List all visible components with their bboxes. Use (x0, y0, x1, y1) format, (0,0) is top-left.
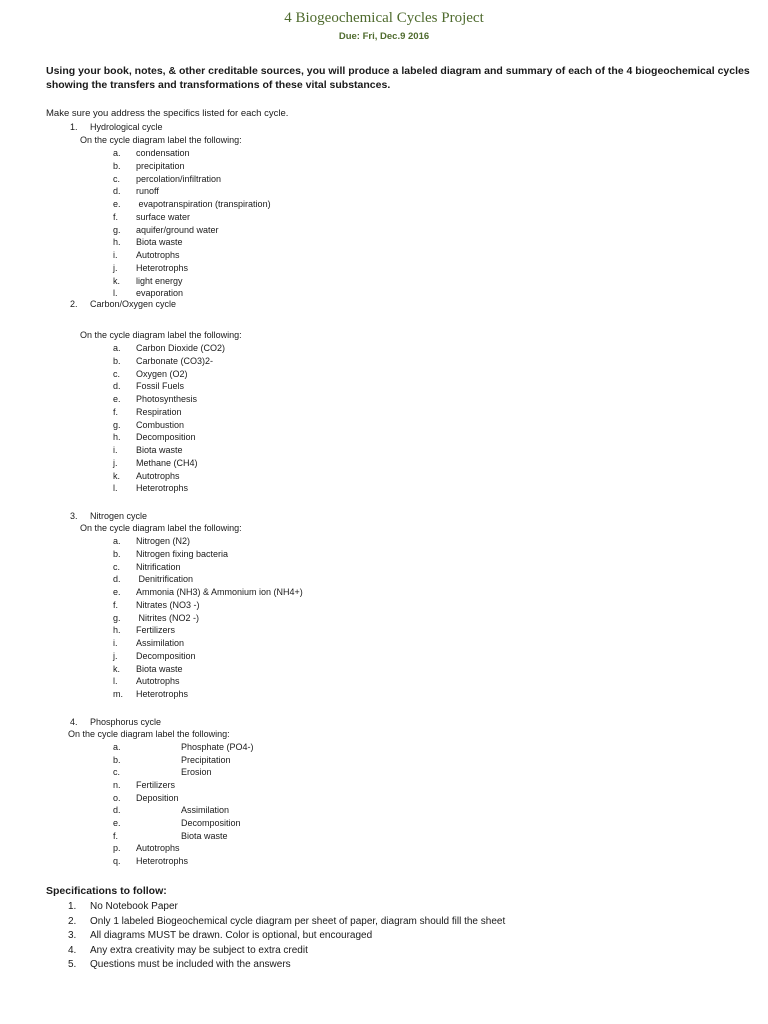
list-item-text: Ammonia (NH3) & Ammonium ion (NH4+) (136, 587, 303, 597)
list-item-text: Assimilation (136, 638, 185, 648)
list-item-text: Autotrophs (136, 676, 180, 687)
section-subheading: On the cycle diagram label the following: (80, 135, 242, 145)
list-item-letter: b. (113, 754, 121, 765)
list-item-letter: f. (113, 406, 119, 417)
list-item-text: Fertilizers (136, 779, 176, 790)
list-item-letter: j. (113, 262, 118, 273)
list-item-letter: f. (113, 599, 119, 610)
spec-text: No Notebook Paper (90, 901, 178, 912)
list-item-letter: l. (113, 483, 118, 494)
list-item-letter: i. (113, 638, 118, 648)
section-title: Carbon/Oxygen cycle (90, 299, 177, 309)
section-title: Phosphorus cycle (90, 717, 162, 727)
list-item-text: evapotranspiration (transpiration) (136, 199, 271, 209)
list-item-text: percolation/infiltration (136, 173, 222, 184)
list-item-letter: o. (113, 792, 121, 803)
page-title: 4 Biogeochemical Cycles Project (284, 10, 484, 26)
spec-number: 1. (68, 901, 77, 912)
list-item-letter: k. (113, 275, 121, 286)
list-item-letter: b. (113, 548, 121, 559)
list-item-text: Heterotrophs (136, 483, 189, 494)
list-item-letter: l. (113, 288, 118, 299)
list-item-text: Heterotrophs (136, 689, 189, 699)
list-item-text: Precipitation (181, 754, 231, 765)
spec-number: 2. (68, 915, 77, 927)
list-item-letter: k. (113, 663, 121, 674)
list-item-letter: e. (113, 817, 121, 828)
list-item-text: Carbon Dioxide (CO2) (136, 343, 226, 353)
list-item-letter: f. (113, 830, 119, 841)
list-item-letter: d. (113, 186, 121, 197)
list-item-letter: d. (113, 805, 121, 816)
list-item-text: runoff (136, 186, 159, 197)
list-item-text: Autotrophs (136, 843, 180, 854)
specifications-heading: Specifications to follow: (46, 885, 167, 897)
list-item-text: Decomposition (181, 817, 241, 828)
list-item-text: Nitrites (NO2 -) (136, 612, 199, 623)
list-item-text: condensation (136, 148, 190, 158)
list-item-text: Fossil Fuels (136, 381, 185, 392)
spec-number: 3. (68, 930, 77, 941)
list-item-text: Nitrification (136, 561, 181, 572)
list-item-letter: a. (113, 343, 121, 353)
list-item-text: light energy (136, 275, 183, 286)
list-item-letter: k. (113, 470, 121, 481)
list-item-letter: h. (113, 237, 121, 248)
list-item-letter: l. (113, 676, 118, 687)
list-item-letter: j. (113, 457, 118, 468)
list-item-letter: a. (113, 536, 121, 546)
spec-number: 4. (68, 944, 77, 956)
section-subheading: On the cycle diagram label the following: (80, 523, 242, 533)
list-item-text: Respiration (136, 406, 182, 417)
due-date: Due: Fri, Dec.9 2016 (338, 31, 430, 42)
spec-number: 5. (68, 959, 77, 970)
list-item-text: Heterotrophs (136, 855, 189, 866)
list-item-text: Decomposition (136, 650, 196, 661)
list-item-letter: c. (113, 561, 121, 572)
section-number: 3. (70, 511, 78, 521)
list-item-letter: h. (113, 432, 121, 443)
list-item-text: Biota waste (136, 663, 183, 674)
spec-text: Questions must be included with the answers (90, 959, 291, 970)
list-item-text: Methane (CH4) (136, 457, 198, 468)
list-item-text: Autotrophs (136, 250, 180, 260)
list-item-text: Photosynthesis (136, 394, 198, 404)
list-item-text: Autotrophs (136, 470, 180, 481)
list-item-letter: c. (113, 767, 121, 778)
list-item-letter: m. (113, 689, 123, 699)
list-item-text: Denitrification (136, 574, 194, 585)
list-item-text: Erosion (181, 767, 212, 778)
list-item-letter: i. (113, 445, 118, 455)
list-item-text: Biota waste (136, 237, 183, 248)
list-item-text: aquifer/ground water (136, 224, 219, 235)
instructions-lead: Make sure you address the specifics listed for each cycle. (46, 108, 289, 119)
list-item-text: Combustion (136, 419, 185, 430)
list-item-text: surface water (136, 211, 191, 222)
spec-text: Only 1 labeled Biogeochemical cycle diagram per sheet of paper, diagram should fill the sheet (90, 915, 506, 927)
list-item-letter: e. (113, 587, 121, 597)
list-item-letter: b. (113, 355, 121, 366)
list-item-text: Assimilation (181, 805, 230, 816)
list-item-text: Decomposition (136, 432, 196, 443)
list-item-text: Biota waste (181, 830, 228, 841)
list-item-letter: h. (113, 625, 121, 636)
list-item-letter: d. (113, 381, 121, 392)
section-number: 1. (70, 122, 78, 132)
list-item-letter: g. (113, 419, 121, 430)
list-item-letter: g. (113, 612, 121, 623)
spec-text: Any extra creativity may be subject to extra credit (90, 944, 308, 956)
list-item-letter: j. (113, 650, 118, 661)
list-item-letter: q. (113, 855, 121, 866)
section-title: Hydrological cycle (90, 122, 163, 132)
section-number: 4. (70, 717, 78, 727)
list-item-text: Nitrogen (N2) (136, 536, 191, 546)
list-item-text: Nitrogen fixing bacteria (136, 548, 229, 559)
list-item-text: precipitation (136, 160, 185, 171)
list-item-letter: p. (113, 843, 121, 854)
list-item-letter: d. (113, 574, 121, 585)
list-item-letter: e. (113, 199, 121, 209)
list-item-letter: c. (113, 368, 121, 379)
list-item-text: Oxygen (O2) (136, 368, 188, 379)
list-item-text: evaporation (136, 288, 184, 299)
list-item-letter: g. (113, 224, 121, 235)
list-item-text: Phosphate (PO4-) (181, 742, 254, 752)
list-item-text: Nitrates (NO3 -) (136, 599, 200, 610)
list-item-letter: a. (113, 148, 121, 158)
list-item-letter: f. (113, 211, 119, 222)
list-item-text: Biota waste (136, 445, 183, 455)
list-item-text: Fertilizers (136, 625, 176, 636)
section-subheading: On the cycle diagram label the following: (80, 330, 242, 340)
section-subheading: On the cycle diagram label the following: (68, 729, 230, 739)
section-title: Nitrogen cycle (90, 511, 148, 521)
list-item-letter: n. (113, 779, 121, 790)
list-item-letter: c. (113, 173, 121, 184)
list-item-letter: i. (113, 250, 118, 260)
list-item-text: Deposition (136, 792, 179, 803)
list-item-letter: a. (113, 742, 121, 752)
list-item-text: Heterotrophs (136, 262, 189, 273)
list-item-letter: e. (113, 394, 121, 404)
section-number: 2. (70, 299, 78, 309)
list-item-letter: b. (113, 160, 121, 171)
intro-paragraph: Using your book, notes, & other creditable sources, you will produce a labeled diagram and summary of each of the 4 biogeochemical cycles showing the transfers and transformations of these vital substances. (46, 65, 750, 91)
list-item-text: Carbonate (CO3)2- (136, 355, 214, 366)
spec-text: All diagrams MUST be drawn. Color is optional, but encouraged (90, 930, 373, 941)
